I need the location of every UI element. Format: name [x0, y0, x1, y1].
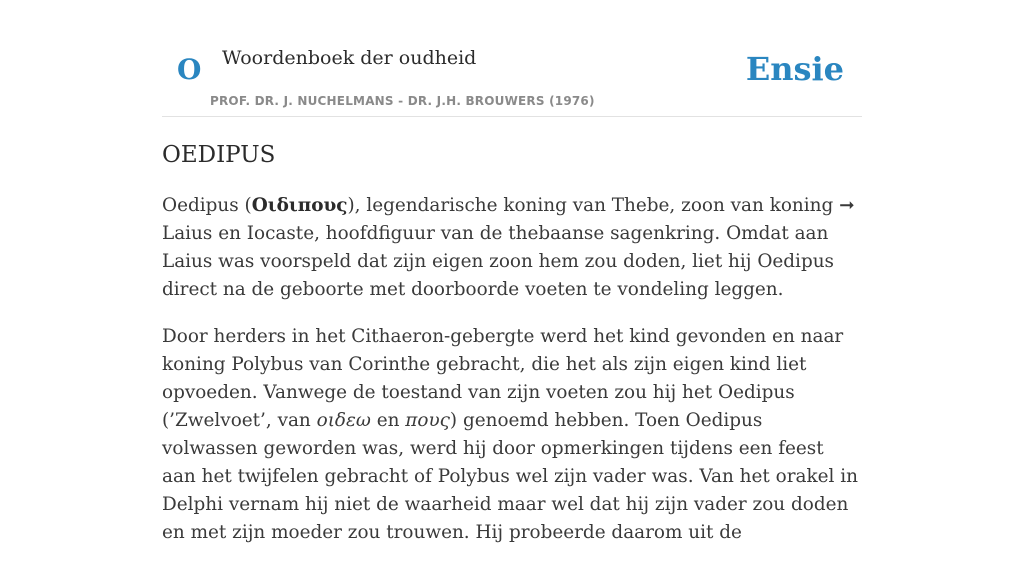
text-segment: Oedipus (: [162, 195, 252, 216]
header: [162, 0, 862, 117]
paragraph-1: [162, 192, 862, 304]
text-segment: ), legendarische koning van Thebe, zoon van koning: [347, 195, 840, 216]
brand-logo[interactable]: Ensie: [745, 50, 844, 88]
book-authors: PROF. DR. J. NUCHELMANS - DR. J.H. BROUWERS (1976): [210, 94, 595, 108]
text-segment: ) genoemd hebben. Toen Oedipus volwassen geworden was, werd hij door opmerkingen tijdens een feest aan het twijfelen gebracht of Polybus wel zijn vader was. Van het orakel in Delphi vernam hij niet de waarheid maar wel dat hij zijn vader zou doden en met zijn moeder zou trouwen. Hij probeerde daarom uit de: [162, 410, 858, 543]
paragraph-2: [162, 323, 862, 547]
text-segment: en Iocaste, hoofdfiguur van de thebaanse sagenkring. Omdat aan Laius was voorspeld dat zijn eigen zoon hem zou doden, liet hij Oedipus direct na de geboorte met doorboorde voeten te vondeling leggen.: [162, 223, 834, 300]
arrow-icon: ➞: [839, 195, 855, 216]
entry-body: [162, 192, 862, 566]
text-segment: Door herders in het Cithaeron-gebergte werd het kind gevonden en naar koning Polybus van Corinthe gebracht, die het als zijn eigen kind liet opvoeden. Vanwege de toestand van zijn voeten zou hij het Oedipus (’Zwelvoet’, van: [162, 326, 844, 431]
book-title[interactable]: Woordenboek der oudheid: [222, 47, 477, 69]
greek-term: οιδεω: [316, 410, 371, 431]
page: [162, 0, 862, 543]
letter-index[interactable]: O: [177, 53, 202, 86]
entry-title: OEDIPUS: [162, 142, 276, 168]
greek-term: Οιδιπους: [251, 195, 348, 216]
text-segment: en: [370, 410, 406, 431]
greek-term: πους: [405, 410, 450, 431]
link-laius[interactable]: Laius: [162, 223, 213, 244]
